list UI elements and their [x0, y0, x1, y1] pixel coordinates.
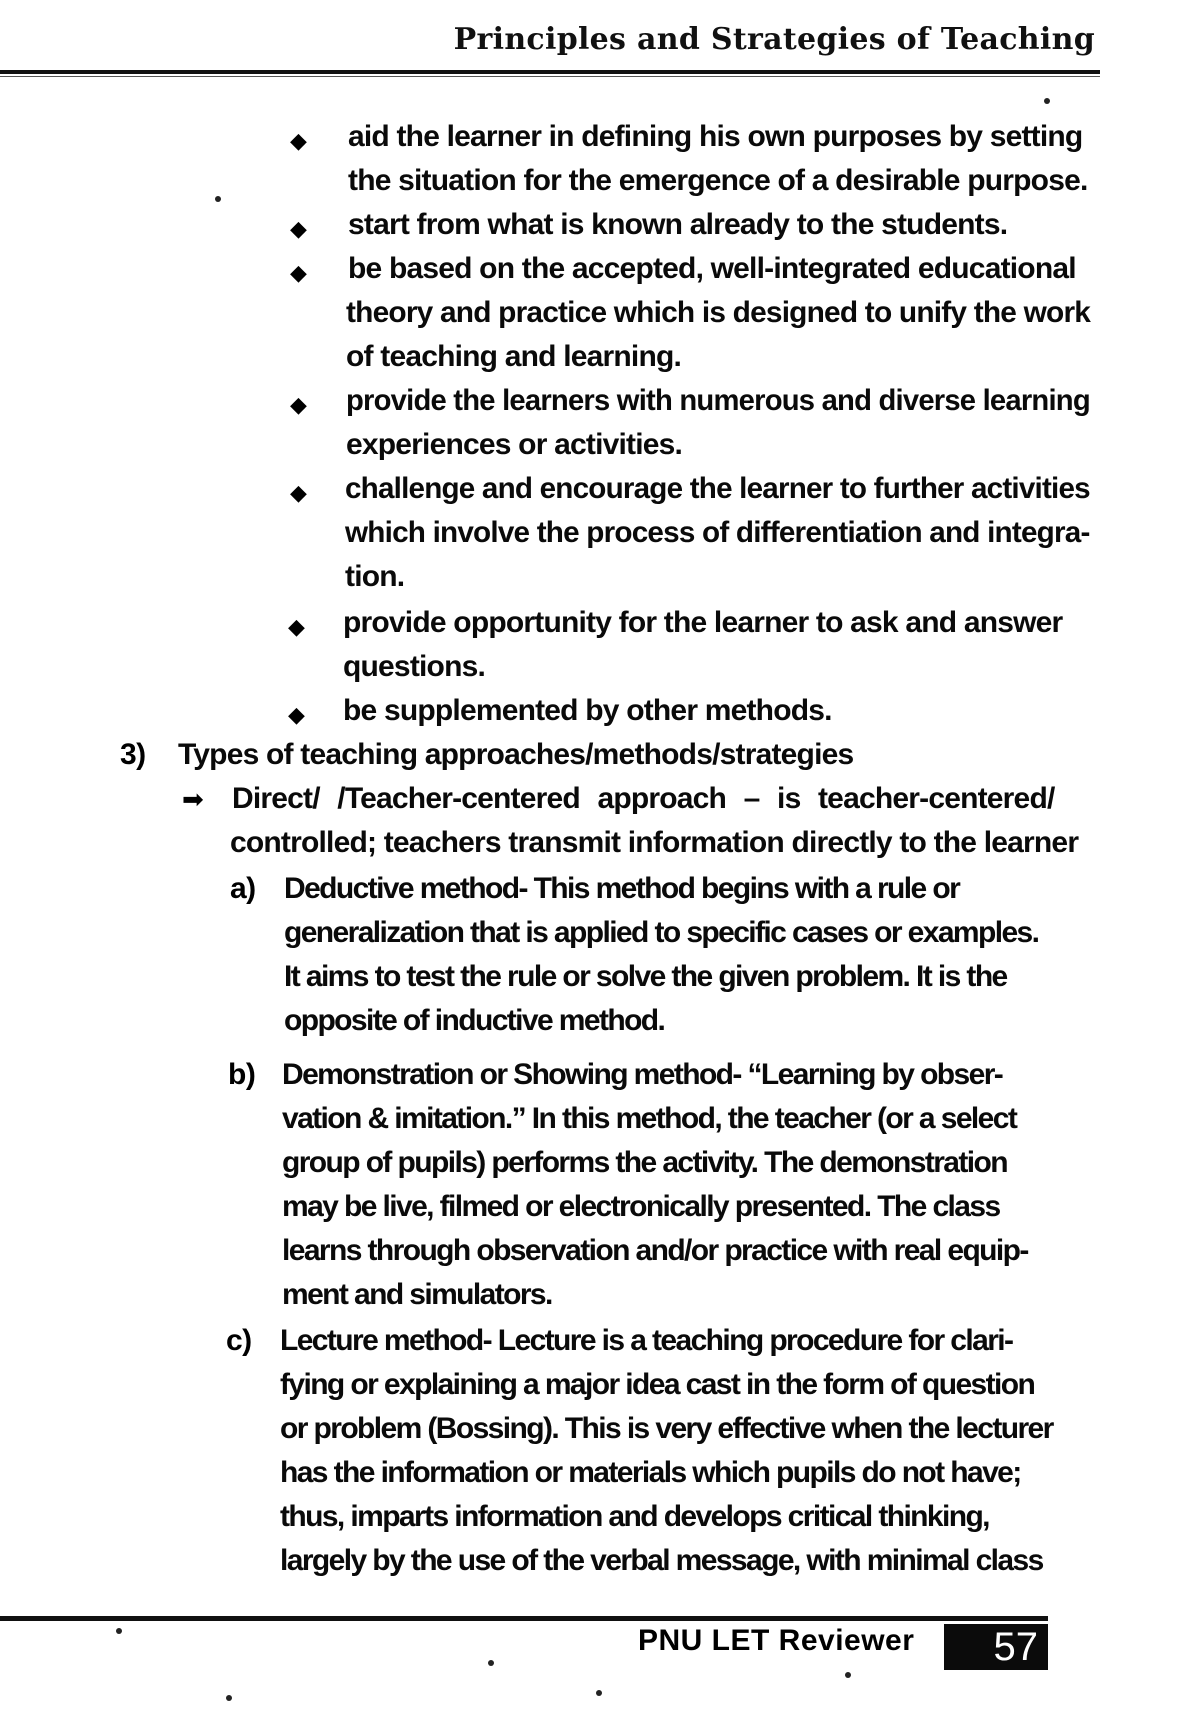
section-title: Types of teaching approaches/methods/strategies — [178, 738, 854, 771]
diamond-bullet-icon: ◆ — [290, 216, 307, 241]
method-line: Demonstration or Showing method- “Learning by obser- — [282, 1058, 1003, 1091]
method-line: has the information or materials which pupils do not have; — [280, 1456, 1021, 1489]
bullet-line: tion. — [345, 560, 405, 593]
footer-rule — [0, 1616, 1048, 1621]
method-line: fying or explaining a major idea cast in the form of question — [280, 1368, 1035, 1401]
scan-speck — [1044, 98, 1050, 104]
diamond-bullet-icon: ◆ — [290, 128, 307, 153]
running-header-title: Principles and Strategies of Teaching — [453, 22, 1095, 57]
approach-line: controlled; teachers transmit information directly to the learner — [230, 826, 1079, 859]
bullet-line: aid the learner in defining his own purposes by setting — [348, 120, 1083, 153]
bullet-line: be based on the accepted, well-integrated educational — [348, 252, 1076, 285]
diamond-bullet-icon: ◆ — [288, 702, 305, 727]
bullet-line: provide opportunity for the learner to ask and answer — [343, 606, 1063, 639]
method-line: opposite of inductive method. — [284, 1004, 665, 1037]
bullet-line: experiences or activities. — [346, 428, 683, 461]
scan-speck — [596, 1690, 602, 1696]
method-line: group of pupils) performs the activity. The demonstration — [282, 1146, 1007, 1179]
method-line: It aims to test the rule or solve the given problem. It is the — [284, 960, 1007, 993]
method-label: a) — [230, 872, 256, 905]
bullet-line: which involve the process of differentiation and integra- — [345, 516, 1090, 549]
method-line: Deductive method- This method begins with a rule or — [284, 872, 960, 905]
bullet-line: questions. — [343, 650, 486, 683]
diamond-bullet-icon: ◆ — [288, 614, 305, 639]
method-line: ment and simulators. — [282, 1278, 552, 1311]
scan-speck — [226, 1695, 232, 1701]
page-number-badge: 57 — [944, 1624, 1048, 1670]
method-line: Lecture method- Lecture is a teaching procedure for clari- — [280, 1324, 1013, 1357]
section-number: 3) — [120, 738, 146, 771]
bullet-line: of teaching and learning. — [346, 340, 682, 373]
header-rule-thin — [0, 76, 1100, 77]
bullet-line: start from what is known already to the students. — [348, 208, 1008, 241]
method-line: may be live, filmed or electronically presented. The class — [282, 1190, 1000, 1223]
bullet-line: challenge and encourage the learner to further activities — [345, 472, 1090, 505]
approach-line: Direct/ /Teacher-centered approach – is teacher-centered/ — [232, 782, 1055, 815]
bullet-line: provide the learners with numerous and diverse learning — [346, 384, 1090, 417]
footer-label: PNU LET Reviewer — [638, 1624, 915, 1657]
scan-speck — [116, 1628, 122, 1634]
method-line: generalization that is applied to specific cases or examples. — [284, 916, 1039, 949]
scan-speck — [215, 196, 221, 202]
scan-speck — [488, 1660, 494, 1666]
bullet-line: the situation for the emergence of a desirable purpose. — [348, 164, 1088, 197]
method-label: c) — [226, 1324, 252, 1357]
method-label: b) — [228, 1058, 256, 1091]
method-line: vation & imitation.” In this method, the teacher (or a select — [282, 1102, 1017, 1135]
scan-speck — [845, 1672, 851, 1678]
bullet-line: theory and practice which is designed to unify the work — [346, 296, 1091, 329]
arrow-bullet-icon: ➡ — [182, 784, 204, 814]
bullet-line: be supplemented by other methods. — [343, 694, 832, 727]
method-line: largely by the use of the verbal message, with minimal class — [280, 1544, 1043, 1577]
diamond-bullet-icon: ◆ — [290, 260, 307, 285]
diamond-bullet-icon: ◆ — [290, 480, 307, 505]
method-line: thus, imparts information and develops critical thinking, — [280, 1500, 989, 1533]
method-line: learns through observation and/or practice with real equip- — [282, 1234, 1028, 1267]
diamond-bullet-icon: ◆ — [290, 392, 307, 417]
method-line: or problem (Bossing). This is very effective when the lecturer — [280, 1412, 1053, 1445]
header-rule — [0, 70, 1100, 74]
